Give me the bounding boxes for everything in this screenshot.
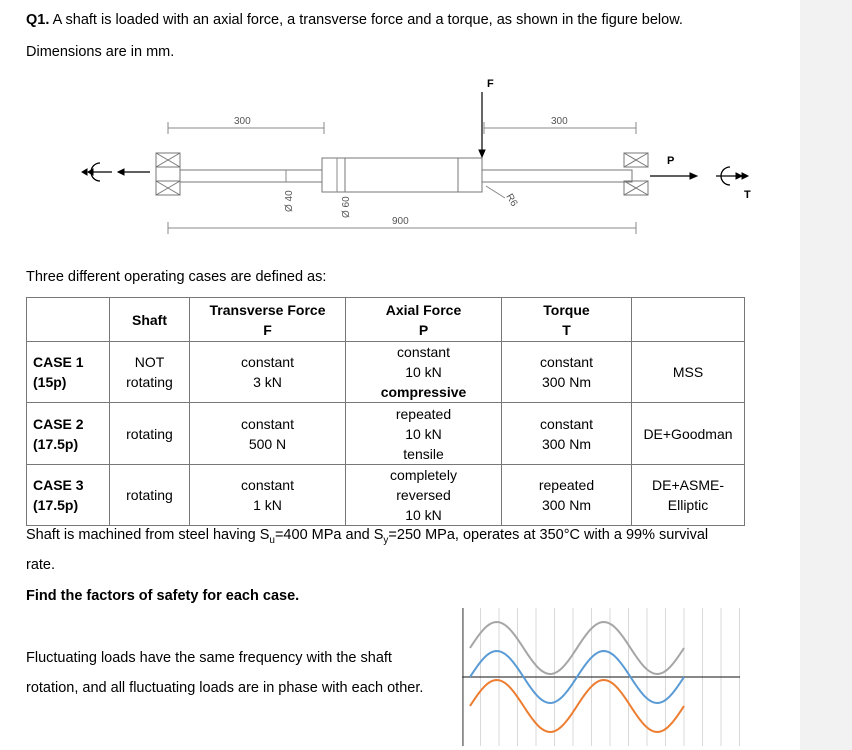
- dia-large-label: Ø 60: [341, 196, 352, 218]
- criterion-cell: MSS: [632, 342, 745, 403]
- axial-arrow: [650, 173, 697, 179]
- fillet-label: R6: [503, 192, 520, 209]
- dim-total-label: 900: [392, 216, 409, 227]
- phase-waves-plot: [462, 608, 740, 746]
- shaft-cell: rotating: [110, 465, 190, 526]
- transverse-cell: constant 1 kN: [190, 465, 346, 526]
- table-row: [27, 403, 745, 465]
- fluctuating-note-line1: Fluctuating loads have the same frequency with the shaft: [26, 650, 392, 666]
- transverse-cell: constant 3 kN: [190, 342, 346, 403]
- transverse-cell: constant 500 N: [190, 403, 346, 465]
- dimensions-note: Dimensions are in mm.: [26, 44, 175, 60]
- header-transverse: Transverse Force F: [190, 298, 346, 342]
- axial-cell: completely reversed 10 kN: [346, 465, 502, 526]
- cases-table: [26, 297, 745, 526]
- question-text: A shaft is loaded with an axial force, a transverse force and a torque, as shown in the figure below.: [52, 12, 683, 28]
- header-axial: Axial Force P: [346, 298, 502, 342]
- fluctuating-note-line2: rotation, and all fluctuating loads are in phase with each other.: [26, 680, 424, 696]
- axial-label: P: [667, 155, 675, 167]
- dim-left-label: 300: [234, 116, 251, 127]
- dia-small-label: Ø 40: [284, 190, 295, 212]
- criterion-cell: DE+Goodman: [632, 403, 745, 465]
- cases-intro: Three different operating cases are defined as:: [26, 269, 327, 285]
- shaft-cell: NOT rotating: [110, 342, 190, 403]
- task-statement: Find the factors of safety for each case.: [26, 588, 300, 604]
- case-label: CASE 3 (17.5p): [27, 465, 110, 526]
- header-criterion: [632, 298, 745, 342]
- shaft-body: [156, 158, 632, 192]
- criterion-cell: DE+ASME- Elliptic: [632, 465, 745, 526]
- table-header-row: [27, 298, 745, 342]
- dim-right-label: 300: [551, 116, 568, 127]
- case-label: CASE 2 (17.5p): [27, 403, 110, 465]
- header-empty: [27, 298, 110, 342]
- question-title: [26, 12, 683, 28]
- case-label: CASE 1 (15p): [27, 342, 110, 403]
- table-row: [27, 465, 745, 526]
- axial-cell: repeated 10 kN tensile: [346, 403, 502, 465]
- header-torque: Torque T: [502, 298, 632, 342]
- material-rate: rate.: [26, 557, 56, 573]
- material-statement: Shaft is machined from steel having $S_u=400$ MPa and $S_y=250$ MPa, operates at 350°C with a 99% survival: [26, 527, 709, 546]
- shaft-figure: [0, 70, 800, 260]
- page-margin-strip: [800, 0, 852, 750]
- torque-cell: repeated 300 Nm: [502, 465, 632, 526]
- header-shaft: Shaft: [110, 298, 190, 342]
- shaft-cell: rotating: [110, 403, 190, 465]
- torque-cell: constant 300 Nm: [502, 342, 632, 403]
- wave-grey: [470, 622, 684, 674]
- wave-orange: [470, 680, 684, 732]
- torque-cell: constant 300 Nm: [502, 403, 632, 465]
- force-label: F: [487, 78, 494, 90]
- axial-cell: constant 10 kN compressive: [346, 342, 502, 403]
- torque-icon-left: [82, 163, 150, 181]
- torque-icon-right: [716, 167, 748, 185]
- torque-label: T: [744, 189, 751, 201]
- table-row: [27, 342, 745, 403]
- question-number: Q1.: [26, 12, 50, 28]
